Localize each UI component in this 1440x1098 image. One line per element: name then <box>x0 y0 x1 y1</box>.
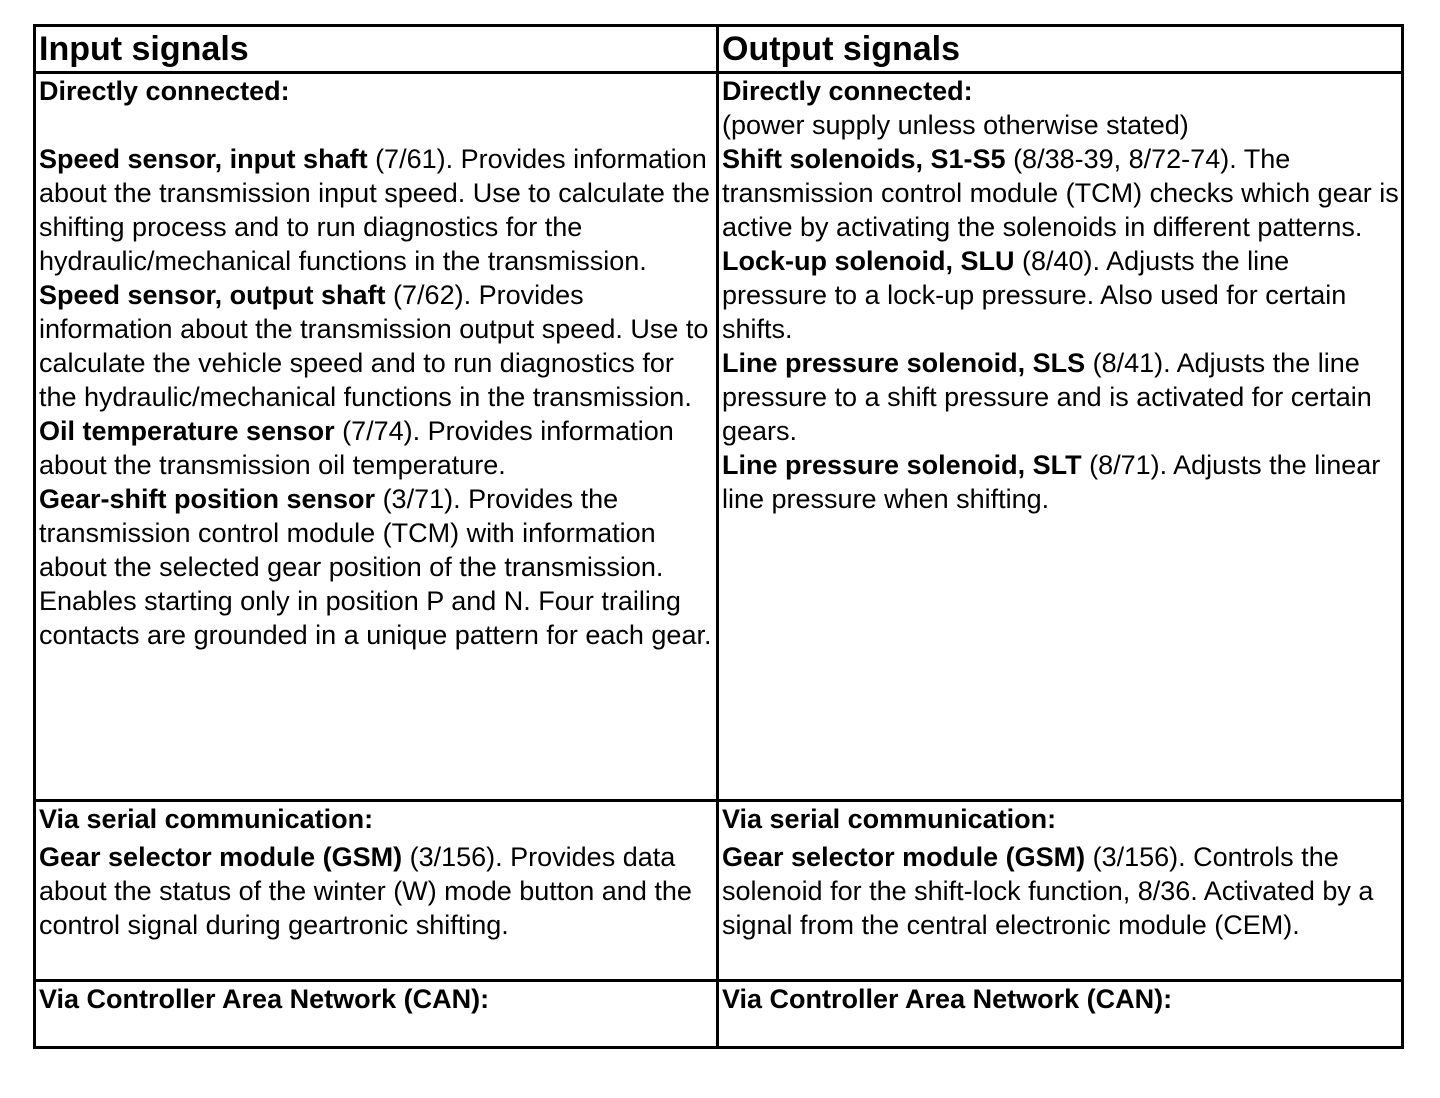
input-serial-cell <box>35 801 718 981</box>
output-serial-heading: Via serial communication: <box>722 804 1057 834</box>
output-item-text: (8/38-39, 8/72-74). The transmission control module (TCM) checks which gear is active by activating the solenoids in different patterns. <box>722 144 1399 242</box>
output-serial-cell <box>718 801 1403 981</box>
output-serial-item-text: (3/156). Controls the solenoid for the shift-lock function, 8/36. Activated by a signal from the central electronic module (CEM). <box>722 842 1374 940</box>
input-item <box>39 414 716 482</box>
input-direct-cell <box>35 73 718 801</box>
output-serial-item <box>722 840 1401 942</box>
output-item-text: (8/71). Adjusts the linear line pressure when shifting. <box>722 450 1381 514</box>
output-item-name: Line pressure solenoid, SLS <box>722 348 1086 378</box>
input-item <box>39 278 716 414</box>
output-direct-heading: Directly connected: <box>722 76 973 106</box>
input-item-name: Speed sensor, input shaft <box>39 144 368 174</box>
output-item-name: Line pressure solenoid, SLT <box>722 450 1082 480</box>
input-item <box>39 142 716 278</box>
output-item-name: Shift solenoids, S1-S5 <box>722 144 1006 174</box>
input-item-text: (3/71). Provides the transmission control module (TCM) with information about the selected gear position of the transmission. Enables starting only in position P and N. Four trailing contacts are grounded in a unique pattern for each gear. <box>39 484 712 650</box>
output-item-text: (8/41). Adjusts the line pressure to a shift pressure and is activated for certain gears. <box>722 348 1372 446</box>
output-can-cell <box>718 981 1403 1048</box>
input-serial-item-name: Gear selector module (GSM) <box>39 842 403 872</box>
input-item <box>39 482 716 652</box>
input-item-text: (7/74). Provides information about the transmission oil temperature. <box>39 416 674 480</box>
output-direct-note: (power supply unless otherwise stated) <box>722 110 1189 140</box>
output-item-text: (8/40). Adjusts the line pressure to a lock-up pressure. Also used for certain shifts. <box>722 246 1347 344</box>
input-serial-heading: Via serial communication: <box>39 804 374 834</box>
output-item-name: Lock-up solenoid, SLU <box>722 246 1015 276</box>
header-row <box>35 26 1403 73</box>
input-can-heading: Via Controller Area Network (CAN): <box>39 984 490 1014</box>
output-signals-header: Output signals <box>718 26 1403 73</box>
input-serial-item-text: (3/156). Provides data about the status of the winter (W) mode button and the control signal during geartronic shifting. <box>39 842 692 940</box>
input-serial-item <box>39 840 716 942</box>
output-can-heading: Via Controller Area Network (CAN): <box>722 984 1173 1014</box>
output-item <box>722 448 1401 516</box>
output-serial-item-name: Gear selector module (GSM) <box>722 842 1086 872</box>
input-item-name: Gear-shift position sensor <box>39 484 376 514</box>
output-item <box>722 244 1401 346</box>
output-item <box>722 346 1401 448</box>
input-item-text: (7/61). Provides information about the transmission input speed. Use to calculate the shifting process and to run diagnostics for the hydraulic/mechanical functions in the transmission. <box>39 144 710 276</box>
directly-connected-row <box>35 73 1403 801</box>
output-direct-cell <box>718 73 1403 801</box>
input-direct-heading: Directly connected: <box>39 76 290 106</box>
input-signals-header: Input signals <box>35 26 718 73</box>
signals-table <box>33 24 1404 1049</box>
serial-communication-row <box>35 801 1403 981</box>
input-item-name: Speed sensor, output shaft <box>39 280 386 310</box>
input-item-name: Oil temperature sensor <box>39 416 335 446</box>
output-item <box>722 142 1401 244</box>
can-row <box>35 981 1403 1048</box>
input-item-text: (7/62). Provides information about the transmission output speed. Use to calculate the vehicle speed and to run diagnostics for the hydraulic/mechanical functions in the transmission. <box>39 280 709 412</box>
input-can-cell <box>35 981 718 1048</box>
